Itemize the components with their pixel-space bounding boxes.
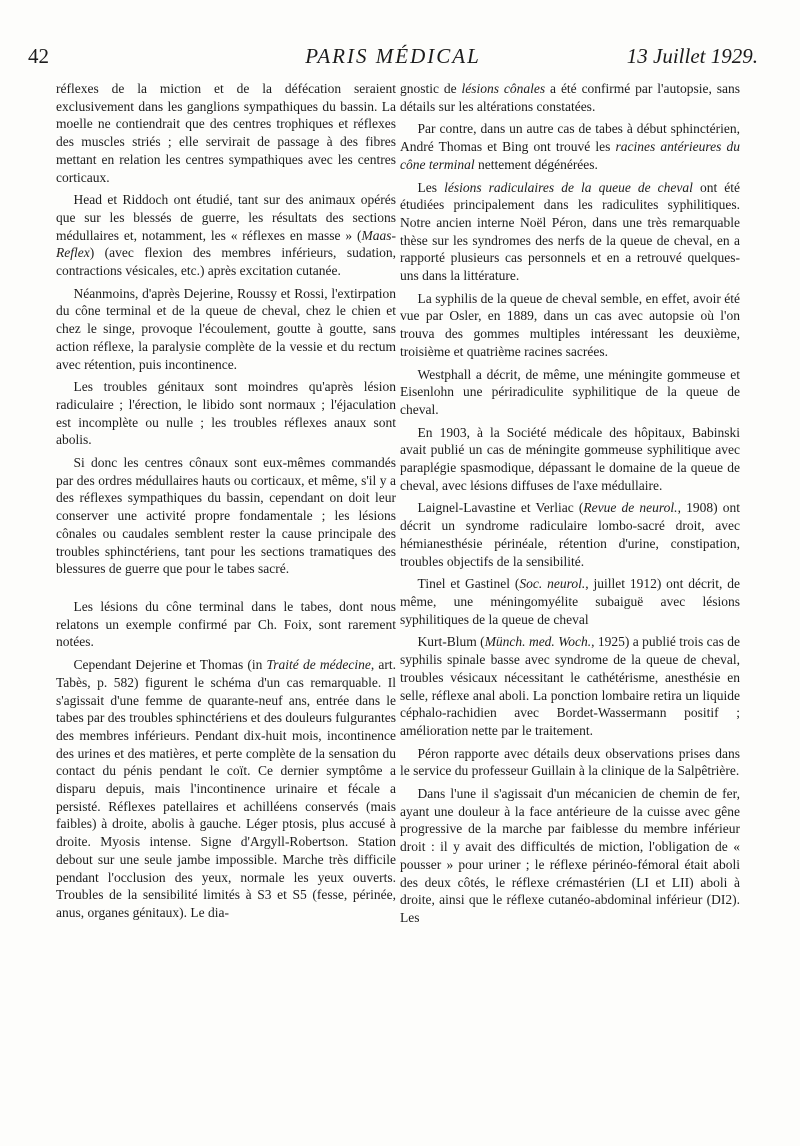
paragraph: La syphilis de la queue de cheval semble, en effet, avoir été vue par Osler, en 1889, dans un cas avec autopsie où l'on trouva des gommes multiples intéressant les deuxième, troisième et quatrième racines sacrées. bbox=[400, 290, 740, 359]
paragraph: Par contre, dans un autre cas de tabes à début sphinctérien, André Thomas et Bing ont trouvé les racines antérieures du cône terminal nettement dégénérées. bbox=[400, 121, 740, 172]
paragraph: Head et Riddoch ont étudié, tant sur des animaux opérés que sur les blessés de guerre, les résultats des sections médullaires et, notamment, les « réflexes en masse » (Maas-Reflex) (avec flexion des membres inférieurs, sudation, contractions vésicales, etc.) après excitation cutanée. bbox=[56, 192, 396, 279]
page-header bbox=[28, 44, 758, 74]
left-column bbox=[56, 80, 396, 1120]
paragraph: Les lésions radiculaires de la queue de cheval ont été étudiées principalement dans les radiculites syphilitiques. Notre ancien interne Noël Péron, dans une très remarquable thèse sur les syndromes des nerfs de la queue de cheval, en a rapporté plusieurs cas personnels et en a retrouvé quelques-uns dans la littérature. bbox=[400, 179, 740, 284]
page-number: 42 bbox=[28, 44, 49, 68]
paragraph: Les lésions du cône terminal dans le tabes, dont nous relatons un exemple confirmé par Ch. Foix, sont rarement notées. bbox=[56, 598, 396, 650]
paragraph: En 1903, à la Société médicale des hôpitaux, Babinski avait publié un cas de méningite gommeuse syphilitique avec paraplégie spasmodique, dépassant le domaine de la queue de cheval, avec lésions diffuses de l'axe médullaire. bbox=[400, 424, 740, 493]
paragraph: Tinel et Gastinel (Soc. neurol., juillet 1912) ont décrit, de même, une méningomyélite subaiguë avec lésions syphilitiques de la queue de cheval bbox=[400, 576, 740, 627]
paragraph: réflexes de la miction et de la défécation seraient exclusivement dans les ganglions sympathiques du bassin. La moelle ne contiendrait que des centres trophiques et réflexes des muscles striés ; elle servirait de passage à des fibres mettant en relation les centres sympathiques avec les centres corticaux. bbox=[56, 81, 396, 185]
right-column bbox=[400, 80, 740, 1120]
paragraph: Néanmoins, d'après Dejerine, Roussy et Rossi, l'extirpation du cône terminal et de la queue de cheval, chez le chien et chez le singe, provoque l'écoulement, goutte à goutte, sans action réflexe, la paralysie complète de la vessie et du rectum avec rétention, puis incontinence. bbox=[56, 285, 396, 372]
paragraph: Dans l'une il s'agissait d'un mécanicien de chemin de fer, ayant une douleur à la face antérieure de la cuisse avec gêne progressive de la marche par faiblesse du membre inférieur droit : il y avait des difficultés de miction, l'obligation de « pousser » pour uriner ; le réflexe périnéo-fémoral était aboli des deux côtés, le réflexe crémastérien (LI et LII) aboli à droite, ainsi que le réflexe cutanéo-abdominal inférieur (DI2). Les bbox=[400, 786, 740, 925]
paragraph: Laignel-Lavastine et Verliac (Revue de neurol., 1908) ont décrit un syndrome radiculaire lombo-sacré droit, avec hémianesthésie périnéale, rétention d'urine, constipation, troubles objectifs de la sensibilité. bbox=[400, 500, 740, 569]
paragraph: Cependant Dejerine et Thomas (in Traité de médecine, art. Tabès, p. 582) figurent le schéma d'un cas remarquable. Il s'agissait d'une femme de quarante-neuf ans, entrée dans le tabes par des troubles sphinctériens et des douleurs fulgurantes des membres inférieurs. Pendant dix-huit mois, incontinence des urines et des matières, et perte complète de la sensation du contact du pénis pendant le coït. Ce dernier symptôme a disparu depuis, mais l'incontinence urinaire et fécale a persisté. Réflexes patellaires et achilléens conservés (mais faibles) à droite, abolis à gauche. Léger ptosis, plus accusé à droite. Myosis intense. Signe d'Argyll-Robertson. Station debout sur une seule jambe impossible. Marche très difficile pendant l'occlusion des yeux, normale les yeux ouverts. Troubles de la sensibilité limités à S3 et S5 (fesse, périnée, anus, organes génitaux). Le dia- bbox=[56, 657, 396, 920]
paragraph: Si donc les centres cônaux sont eux-mêmes commandés par des ordres médullaires hauts ou corticaux, et même, s'il y a des réflexes sympathiques du bassin, cependant on doit leur conserver une activité propre fondamentale ; les lésions cônales ou caudales semblent rester la cause principale des troubles sphinctériens, tant pour les sections tramatiques des blessures de guerre que pour le tabes sacré. bbox=[56, 455, 396, 577]
journal-title: PARIS MÉDICAL bbox=[305, 44, 481, 68]
paragraph: Kurt-Blum (Münch. med. Woch., 1925) a publié trois cas de syphilis spinale basse avec syndrome de la queue de cheval, troubles vésicaux nécessitant le cathétérisme, anesthésie en selle, réflexe anal aboli. La ponction lombaire retira un liquide céphalo-rachidien avec Bordet-Wassermann positif ; amélioration nette par le traitement. bbox=[400, 634, 740, 738]
paragraph: Westphall a décrit, de même, une méningite gommeuse et Eisenlohn une périradiculite syphilitique de la queue de cheval. bbox=[400, 366, 740, 417]
paragraph: gnostic de lésions cônales a été confirmé par l'autopsie, sans détails sur les altérations constatées. bbox=[400, 81, 740, 114]
paragraph: Les troubles génitaux sont moindres qu'après lésion radiculaire ; l'érection, le libido sont normaux ; l'éjaculation est incomplète ou nulle ; les troubles réflexes anaux sont abolis. bbox=[56, 379, 396, 448]
paragraph: Péron rapporte avec détails deux observations prises dans le service du professeur Guillain à la clinique de la Salpêtrière. bbox=[400, 745, 740, 779]
issue-date: 13 Juillet 1929. bbox=[626, 44, 758, 68]
